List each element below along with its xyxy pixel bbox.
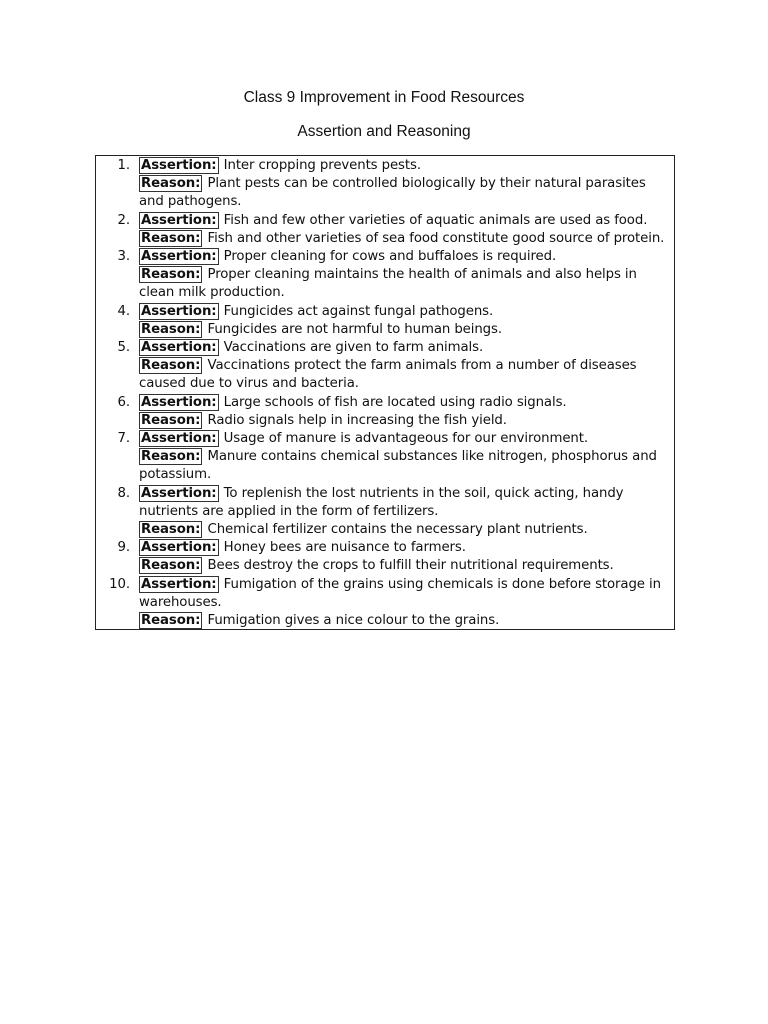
reason-label: Reason: xyxy=(141,613,201,629)
reason-label: Reason: xyxy=(141,358,201,374)
reason-label: Reason: xyxy=(141,412,201,428)
assertion-label: Assertion: xyxy=(141,431,217,447)
item-number: 10. xyxy=(109,576,130,592)
assertion-text: To replenish the lost nutrients in the soil, quick acting, handy nutrients are applied in the form of fertilizers. xyxy=(139,485,624,519)
assertion-line xyxy=(139,212,672,230)
item-number: 6. xyxy=(117,394,130,410)
item-number: 5. xyxy=(117,340,130,356)
assertion-line xyxy=(139,303,672,321)
item-number: 4. xyxy=(117,303,130,319)
reason-text: Fish and other varieties of sea food constitute good source of protein. xyxy=(207,230,665,246)
reason-text: Manure contains chemical substances like nitrogen, phosphorus and potassium. xyxy=(139,449,657,483)
assertion-label: Assertion: xyxy=(141,340,217,356)
reason-text: Plant pests can be controlled biologically by their natural parasites and pathogens. xyxy=(139,176,646,210)
list-item xyxy=(96,394,674,430)
page-title: Class 9 Improvement in Food Resources xyxy=(243,89,525,106)
assertion-label: Assertion: xyxy=(141,249,217,265)
list-item xyxy=(96,485,674,540)
reason-text: Vaccinations protect the farm animals from a number of diseases caused due to virus and bacteria. xyxy=(139,358,637,392)
reason-line xyxy=(139,557,672,575)
assertion-text: Fish and few other varieties of aquatic animals are used as food. xyxy=(223,212,648,228)
item-number: 1. xyxy=(117,158,130,173)
assertion-line xyxy=(139,157,672,175)
reason-text: Fumigation gives a nice colour to the grains. xyxy=(207,613,500,629)
assertion-line xyxy=(139,539,672,557)
assertion-line xyxy=(139,430,672,448)
assertion-line xyxy=(139,394,672,412)
assertion-text: Fungicides act against fungal pathogens. xyxy=(223,303,494,319)
item-number: 7. xyxy=(117,431,130,447)
assertion-text: Honey bees are nuisance to farmers. xyxy=(223,540,466,556)
item-number: 9. xyxy=(117,540,130,556)
list-item xyxy=(96,576,674,631)
assertion-text: Vaccinations are given to farm animals. xyxy=(223,340,484,356)
list-item xyxy=(96,248,674,303)
reason-line xyxy=(139,321,672,339)
assertion-label: Assertion: xyxy=(141,576,217,592)
reason-line xyxy=(139,448,672,484)
page-subtitle: Assertion and Reasoning xyxy=(297,123,471,140)
assertion-text: Fumigation of the grains using chemicals is done before storage in warehouses. xyxy=(139,576,661,610)
assertion-text: Proper cleaning for cows and buffaloes is required. xyxy=(223,249,557,265)
assertion-text: Inter cropping prevents pests. xyxy=(223,158,421,173)
reason-line xyxy=(139,412,672,430)
item-number: 8. xyxy=(117,485,130,501)
list-item xyxy=(96,339,674,394)
assertion-reason-list xyxy=(96,157,674,630)
reason-text: Radio signals help in increasing the fish yield. xyxy=(207,412,507,428)
reason-line xyxy=(139,266,672,302)
reason-label: Reason: xyxy=(141,230,201,246)
assertion-line xyxy=(139,248,672,266)
reason-line xyxy=(139,230,672,248)
assertion-line xyxy=(139,485,672,521)
reason-label: Reason: xyxy=(141,176,201,192)
reason-label: Reason: xyxy=(141,449,201,465)
reason-text: Fungicides are not harmful to human beings. xyxy=(207,321,502,337)
reason-text: Chemical fertilizer contains the necessary plant nutrients. xyxy=(207,522,588,538)
item-number: 2. xyxy=(117,212,130,228)
assertion-line xyxy=(139,576,672,612)
assertion-label: Assertion: xyxy=(141,303,217,319)
item-number: 3. xyxy=(117,249,130,265)
assertion-reason-box xyxy=(95,155,675,630)
list-item xyxy=(96,212,674,248)
assertion-label: Assertion: xyxy=(141,540,217,556)
assertion-line xyxy=(139,339,672,357)
reason-text: Proper cleaning maintains the health of animals and also helps in clean milk production. xyxy=(139,267,637,301)
list-item xyxy=(96,303,674,339)
assertion-label: Assertion: xyxy=(141,485,217,501)
reason-line xyxy=(139,612,672,630)
assertion-label: Assertion: xyxy=(141,158,217,173)
list-item xyxy=(96,430,674,485)
assertion-label: Assertion: xyxy=(141,394,217,410)
reason-label: Reason: xyxy=(141,522,201,538)
reason-line xyxy=(139,175,672,211)
reason-label: Reason: xyxy=(141,321,201,337)
reason-line xyxy=(139,521,672,539)
reason-label: Reason: xyxy=(141,267,201,283)
assertion-text: Large schools of fish are located using radio signals. xyxy=(223,394,567,410)
assertion-label: Assertion: xyxy=(141,212,217,228)
reason-text: Bees destroy the crops to fulfill their nutritional requirements. xyxy=(207,558,614,574)
list-item xyxy=(96,539,674,575)
assertion-text: Usage of manure is advantageous for our environment. xyxy=(223,431,588,447)
list-item xyxy=(96,157,674,212)
reason-line xyxy=(139,357,672,393)
reason-label: Reason: xyxy=(141,558,201,574)
